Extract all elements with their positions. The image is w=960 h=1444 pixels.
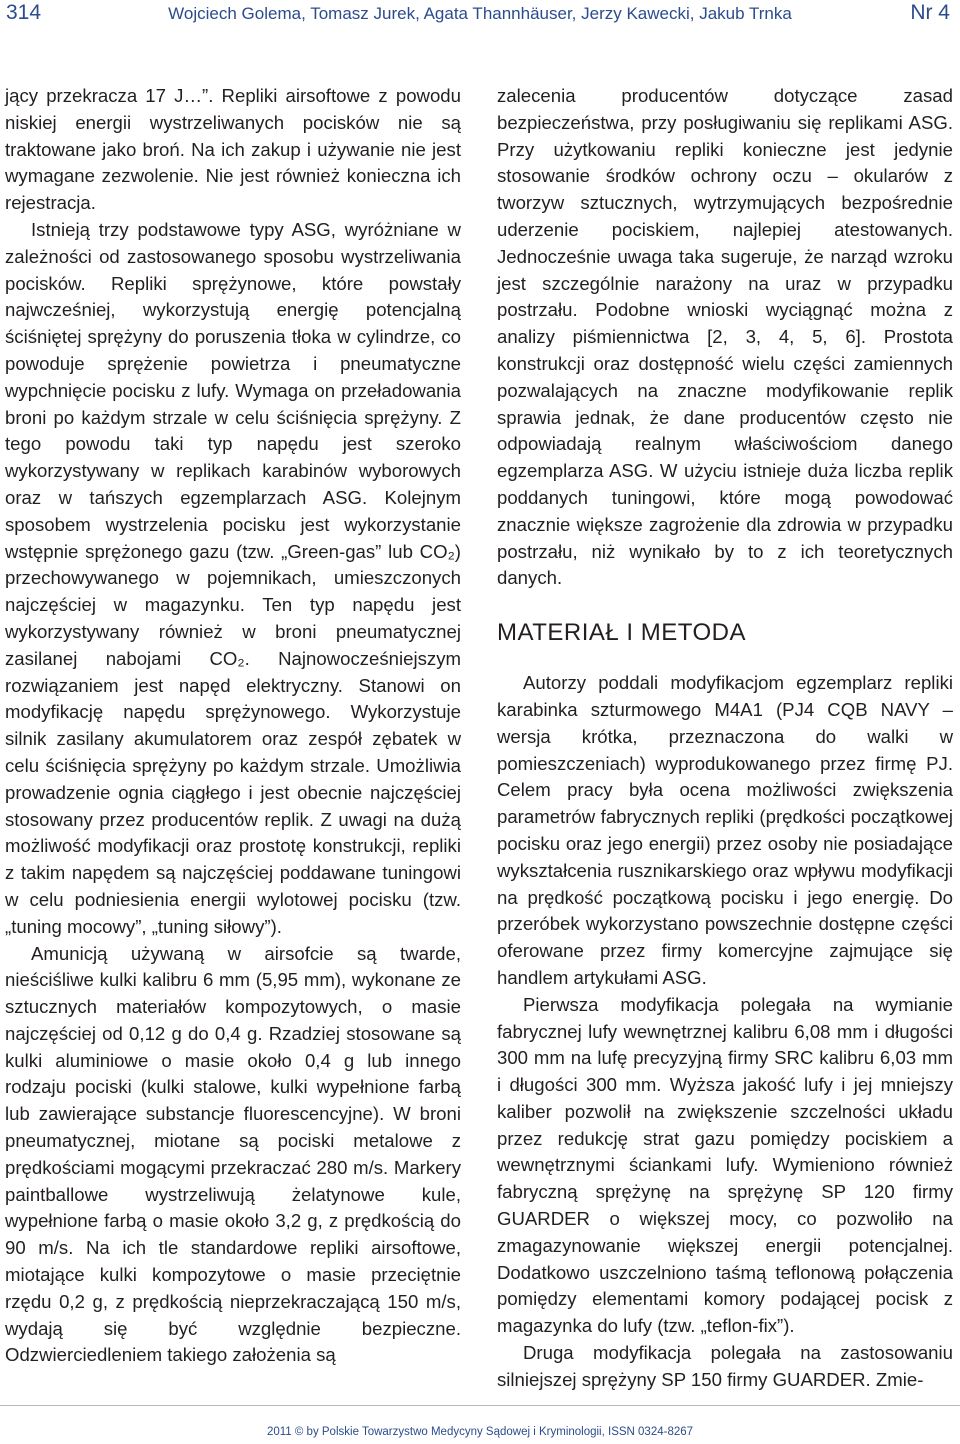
paragraph: Istnieją trzy podstawowe typy ASG, wyróżniane w zależności od zastosowanego sposobu wystrzeliwania pocisków. Repliki sprężynowe, które powstały najwcześniej, wykorzystują energię potencjalną ściśniętej sprężyny do poruszenia tłoka w cylindrze, co powoduje sprężenie powietrza i pneumatyczne wypchnięcie pocisku z lufy. Wymaga on przeładowania broni po każdym strzale w celu ściśnięcia sprężyny. Z tego powodu taki typ napędu jest szeroko wykorzystywany w replikach karabinów wyborowych oraz w tańszych egzemplarzach ASG. Kolejnym sposobem wystrzelenia pocisku jest wykorzystanie wstępnie sprężonego gazu (tzw. „Green-gas” lub CO₂) przechowywanego w pojemnikach, umieszczonych najczęściej w magazynku. Ten typ napędu jest wykorzystywany również w broni pneumatycznej zasilanej nabojami CO₂. Najnowocześniejszym rozwiązaniem jest napęd elektryczny. Stanowi on modyfikację napędu sprężynowego. Wykorzystuje silnik zasilany akumulatorem oraz zespół zębatek w celu ściśnięcia sprężyny po każdym strzale. Umożliwia prowadzenie ognia ciągłego i jest obecnie najczęściej stosowany przez producentów replik. Z uwagi na dużą możliwość modyfikacji oraz prostotę konstrukcji, repliki z takim napędem są najczęściej poddawane tuningowi w celu podniesienia energii wylotowej pocisku (tzw. „tuning mocowy”, „tuning siłowy”). [5,218,461,937]
section-heading: MATERIAŁ I METODA [497,619,746,647]
issue-number: Nr 4 [910,1,950,24]
paragraph: Amunicją używaną w airsofcie są twarde, nieściśliwe kulki kalibru 6 mm (5,95 mm), wykonane ze sztucznych materiałów kompozytowych, o masie najczęściej od 0,12 g do 0,4 g. Rzadziej stosowane są kulki aluminiowe o masie około 0,4 g lub innego rodzaju pociski (kulki stalowe, kulki wypełnione farbą lub zawierające substancje fluorescencyjne). W broni pneumatycznej, miotane są pociski metalowe z prędkościami mogącymi przekraczać 280 m/s. Markery paintballowe wystrzeliwują żelatynowe kule, wypełnione farbą o masie około 3,2 g, z prędkością do 90 m/s. Na ich tle standardowe repliki airsoftowe, miotające kulki kompozytowe o masie przeciętnie rzędu 0,2 g, z prędkością nieprzekraczającą 150 m/s, wydają się być względnie bezpieczne. Odzwierciedleniem takiego założenia są [5,942,461,1366]
footer-divider [0,1405,960,1406]
paragraph: jący przekracza 17 J…”. Repliki airsoftowe z powodu niskiej energii wystrzeliwanych pocisków nie są traktowane jako broń. Na ich zakup i używanie nie jest wymagane zezwolenie. Nie jest również konieczna ich rejestracja. [5,85,461,214]
paragraph: Pierwsza modyfikacja polegała na wymianie fabrycznej lufy wewnętrznej kalibru 6,08 mm i długości 300 mm na lufę precyzyjną firmy SRC kalibru 6,03 mm i długości 300 mm. Wyższa jakość lufy i jej mniejszy kaliber pozwolił na zwiększenie szczelności układu przez redukcję strat gazu pomiędzy pociskiem a wewnętrznymi ściankami lufy. Wymieniono również fabryczną sprężynę na sprężynę SP 120 firmy GUARDER o większej mocy, co pozwoliło na zmagazynowanie większej energii potencjalnej. Dodatkowo uszczelniono taśmą teflonową połączenia pomiędzy elementami komory podającej pocisk z magazynka do lufy (tzw. „teflon-fix”). [497,993,953,1337]
footer-copyright: 2011 © by Polskie Towarzystwo Medycyny Sądowej i Kryminologii, ISSN 0324-8267 [266,1426,694,1438]
paragraph: zalecenia producentów dotyczące zasad bezpieczeństwa, przy posługiwaniu się replikami ASG. Przy użytkowaniu repliki konieczne jest jedynie stosowanie środków ochrony oczu – okularów z tworzyw sztucznych, wytrzymujących bezpośrednie uderzenie pociskiem, najlepiej atestowanych. Jednocześnie uwaga taka sugeruje, że narząd wzroku jest szczególnie narażony na uraz w przypadku postrzału. Podobne wnioski wyciągnąć można z analizy piśmiennictwa [2, 3, 4, 5, 6]. Prostota konstrukcji oraz dostępność wielu części zamiennych pozwalających na znaczne modyfikowanie replik sprawia jednak, że dane producentów często nie odpowiadają realnym właściwościom danego egzemplarza ASG. W użyciu istnieje duża liczba replik poddanych tuningowi, które mogą powodować znacznie większe zagrożenie dla zdrowia w przypadku postrzału, niż wynikało by to z ich teoretycznych danych. [497,85,953,589]
running-header [0,0,960,36]
left-column [5,83,461,1369]
running-head-authors: Wojciech Golema, Tomasz Jurek, Agata Thannhäuser, Jerzy Kawecki, Jakub Trnka [168,4,792,23]
paragraph: Autorzy poddali modyfikacjom egzemplarz repliki karabinka szturmowego M4A1 (PJ4 CQB NAVY – wersja krótka, przeznaczona do walki w pomieszczeniach) wyprodukowanego przez firmę PJ. Celem pracy była ocena możliwości zwiększenia parametrów fabrycznych repliki (prędkości początkowej pocisku oraz jego energii) przez osoby nie posiadające wykształcenia rusznikarskiego oraz wpływu modyfikacji na prędkość początkową pocisku i jego energię. Do przeróbek wykorzystano powszechnie dostępne części oferowane przez firmy komercyjne zajmujące się handlem artykułami ASG. [497,672,953,988]
page-number: 314 [6,1,42,24]
right-column [497,83,953,1394]
paragraph: Druga modyfikacja polegała na zastosowaniu silniejszej sprężyny SP 150 firmy GUARDER. Zmie- [497,1342,953,1390]
